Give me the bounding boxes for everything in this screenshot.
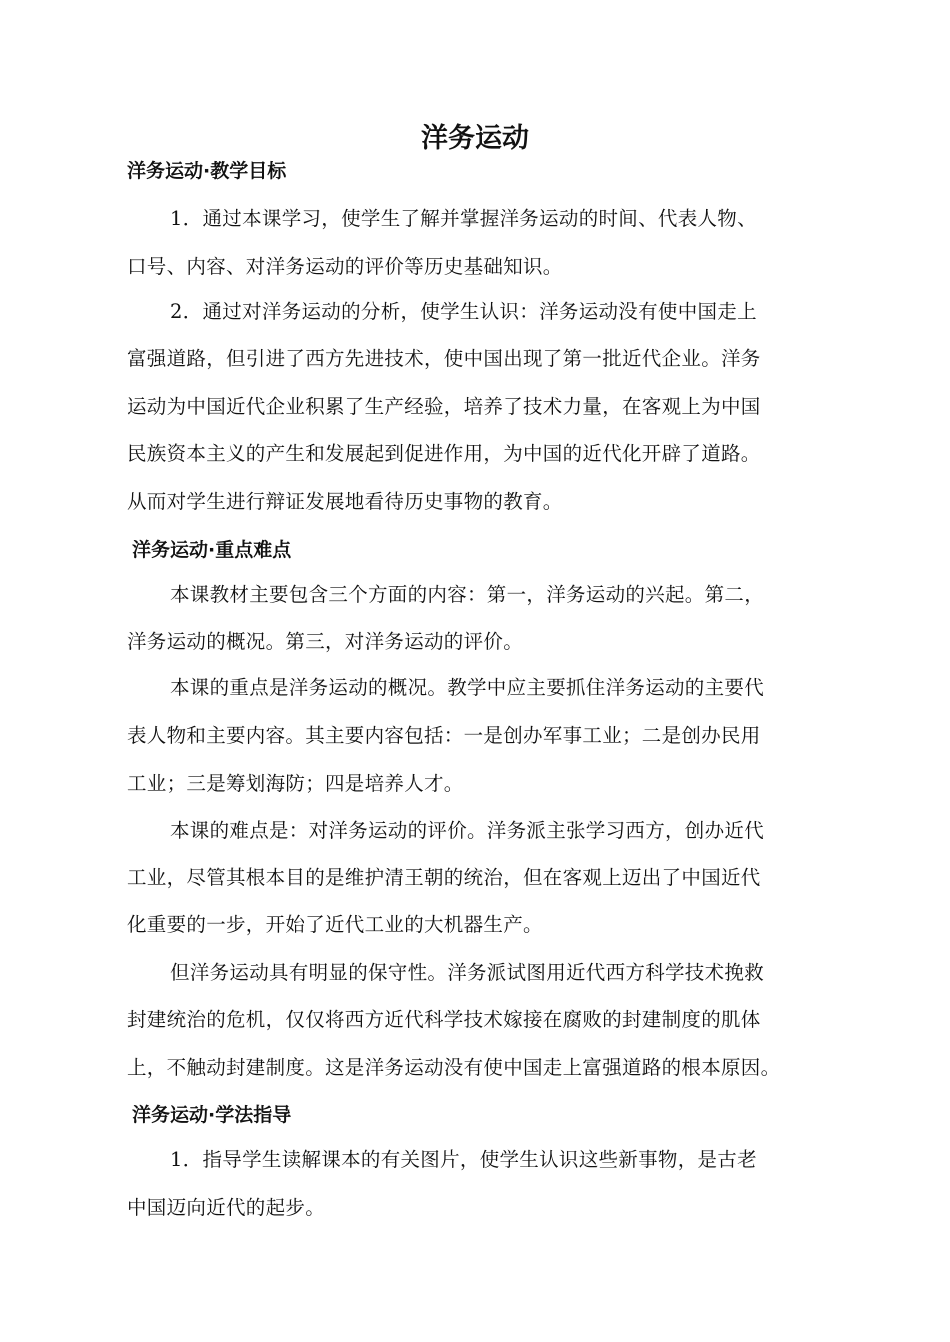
paragraph-line: 封建统治的危机，仅仅将西方近代科学技术嫁接在腐败的封建制度的肌体 [127, 1008, 761, 1031]
paragraph-line: 本课的难点是：对洋务运动的评价。洋务派主张学习西方，创办近代 [170, 819, 765, 842]
paragraph-line: 洋务运动的概况。第三，对洋务运动的评价。 [127, 630, 524, 653]
paragraph-line: 1．通过本课学习，使学生了解并掌握洋务运动的时间、代表人物、 [170, 207, 757, 230]
paragraph-line: 本课教材主要包含三个方面的内容：第一，洋务运动的兴起。第二， [170, 583, 765, 606]
paragraph-line: 运动为中国近代企业积累了生产经验，培养了技术力量，在客观上为中国 [127, 395, 761, 418]
paragraph-line: 从而对学生进行辩证发展地看待历史事物的教育。 [127, 490, 563, 513]
paragraph-line: 口号、内容、对洋务运动的评价等历史基础知识。 [127, 255, 563, 278]
paragraph-line: 2．通过对洋务运动的分析，使学生认识：洋务运动没有使中国走上 [170, 300, 757, 323]
paragraph-line: 上，不触动封建制度。这是洋务运动没有使中国走上富强道路的根本原因。 [127, 1056, 781, 1079]
paragraph-line: 1．指导学生读解课本的有关图片，使学生认识这些新事物，是古老 [170, 1148, 757, 1171]
paragraph-line: 但洋务运动具有明显的保守性。洋务派试图用近代西方科学技术挽救 [170, 961, 765, 984]
paragraph-line: 工业，尽管其根本目的是维护清王朝的统治，但在客观上迈出了中国近代 [127, 866, 761, 889]
paragraph-line: 表人物和主要内容。其主要内容包括：一是创办军事工业；二是创办民用 [127, 724, 761, 747]
section-heading: 洋务运动·教学目标 [127, 160, 287, 182]
paragraph-line: 富强道路，但引进了西方先进技术，使中国出现了第一批近代企业。洋务 [127, 347, 761, 370]
paragraph-line: 工业；三是筹划海防；四是培养人才。 [127, 772, 464, 795]
paragraph-line: 化重要的一步，开始了近代工业的大机器生产。 [127, 913, 543, 936]
paragraph-line: 本课的重点是洋务运动的概况。教学中应主要抓住洋务运动的主要代 [170, 676, 765, 699]
page-title: 洋务运动 [421, 123, 529, 154]
paragraph-line: 民族资本主义的产生和发展起到促进作用，为中国的近代化开辟了道路。 [127, 442, 761, 465]
section-heading: 洋务运动·学法指导 [132, 1104, 292, 1126]
section-heading: 洋务运动·重点难点 [132, 539, 292, 561]
paragraph-line: 中国迈向近代的起步。 [127, 1196, 326, 1219]
